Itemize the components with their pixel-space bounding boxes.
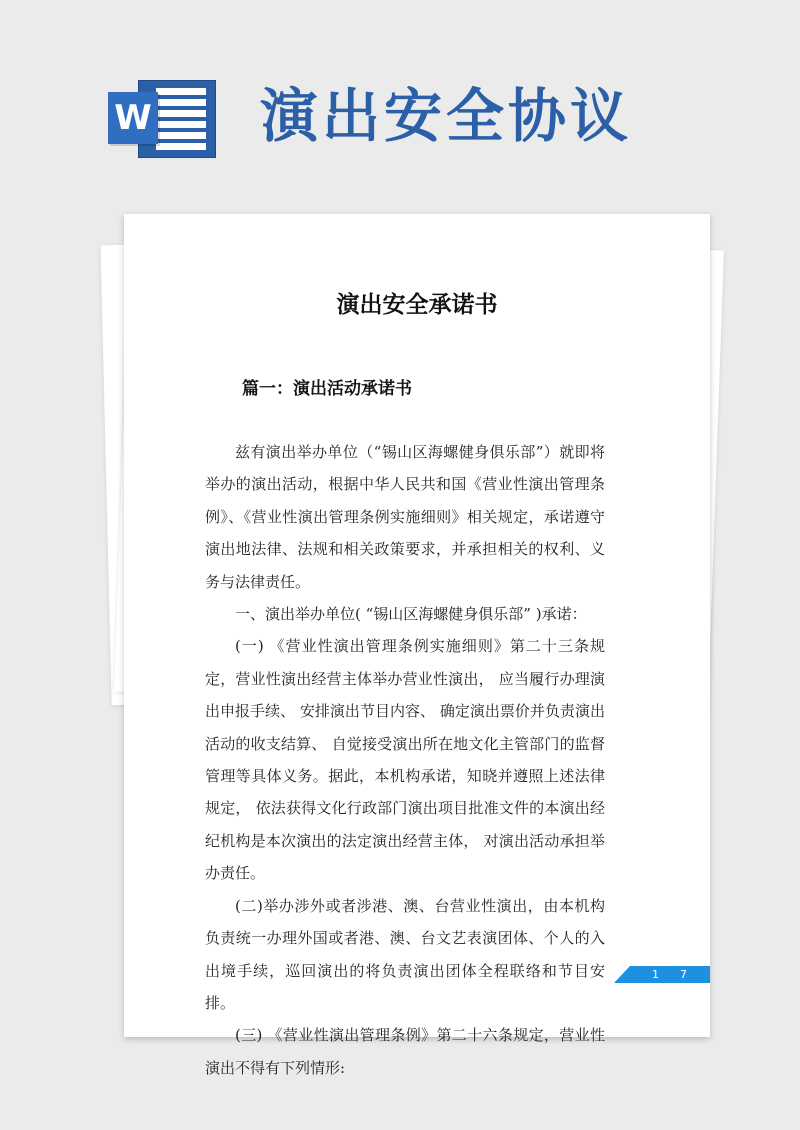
word-document-icon (108, 80, 214, 156)
word-doc-line (156, 143, 206, 150)
body-paragraph: (三) 《营业性演出管理条例》第二十六条规定，营业性演出不得有下列情形: (205, 1026, 605, 1077)
word-letter-tile: W (108, 92, 158, 144)
page-number-total: 7 (680, 968, 687, 981)
body-paragraph: 兹有演出举办单位（“锡山区海螺健身俱乐部”）就即将举办的演出活动，根据中华人民共和国《营业性演出管理条例》、《营业性演出管理条例实施细则》相关规定，承诺遵守演出地法律、法规和相关政策要求，并承担相关的权利、义务与法律责任。 (205, 443, 605, 591)
word-doc-line (156, 99, 206, 106)
page-number-bar (614, 966, 710, 983)
body-paragraph: 一、演出举办单位( “锡山区海螺健身俱乐部” )承诺： (235, 605, 587, 624)
body-paragraph: (一) 《营业性演出管理条例实施细则》第二十三条规定，营业性演出经营主体举办营业性演出， 应当履行办理演出申报手续、 安排演出节目内容、 确定演出票价并负责演出活动的收支结算、 自觉接受演出所在地文化主管部门的监督管理等具体义务。据此，本机构承诺，知晓并遵照上述法律规定， 依法获得文化行政部门演出项目批准文件的本演出经纪机构是本次演出的法定演出经营主体， 对演出活动承担举办责任。 (205, 637, 605, 883)
word-doc-line (156, 132, 206, 139)
section-heading: 篇一：演出活动承诺书 (242, 379, 412, 399)
word-doc-line (156, 88, 206, 95)
document-page (124, 214, 710, 1077)
document-body (205, 436, 605, 1084)
body-paragraph: (二)举办涉外或者涉港、澳、台营业性演出，由本机构负责统一办理外国或者港、澳、台文艺表演团体、个人的入出境手续，巡回演出的将负责演出团体全程联络和节目安排。 (205, 896, 605, 1012)
document-title: 演出安全承诺书 (336, 292, 498, 318)
word-doc-line (156, 110, 206, 117)
word-doc-line (156, 121, 206, 128)
page-number-current: 1 (652, 968, 659, 981)
page-number-bar-slant (614, 966, 630, 983)
banner-title: 演出安全协议 (260, 82, 633, 150)
page-number-bar-fill (630, 966, 710, 983)
